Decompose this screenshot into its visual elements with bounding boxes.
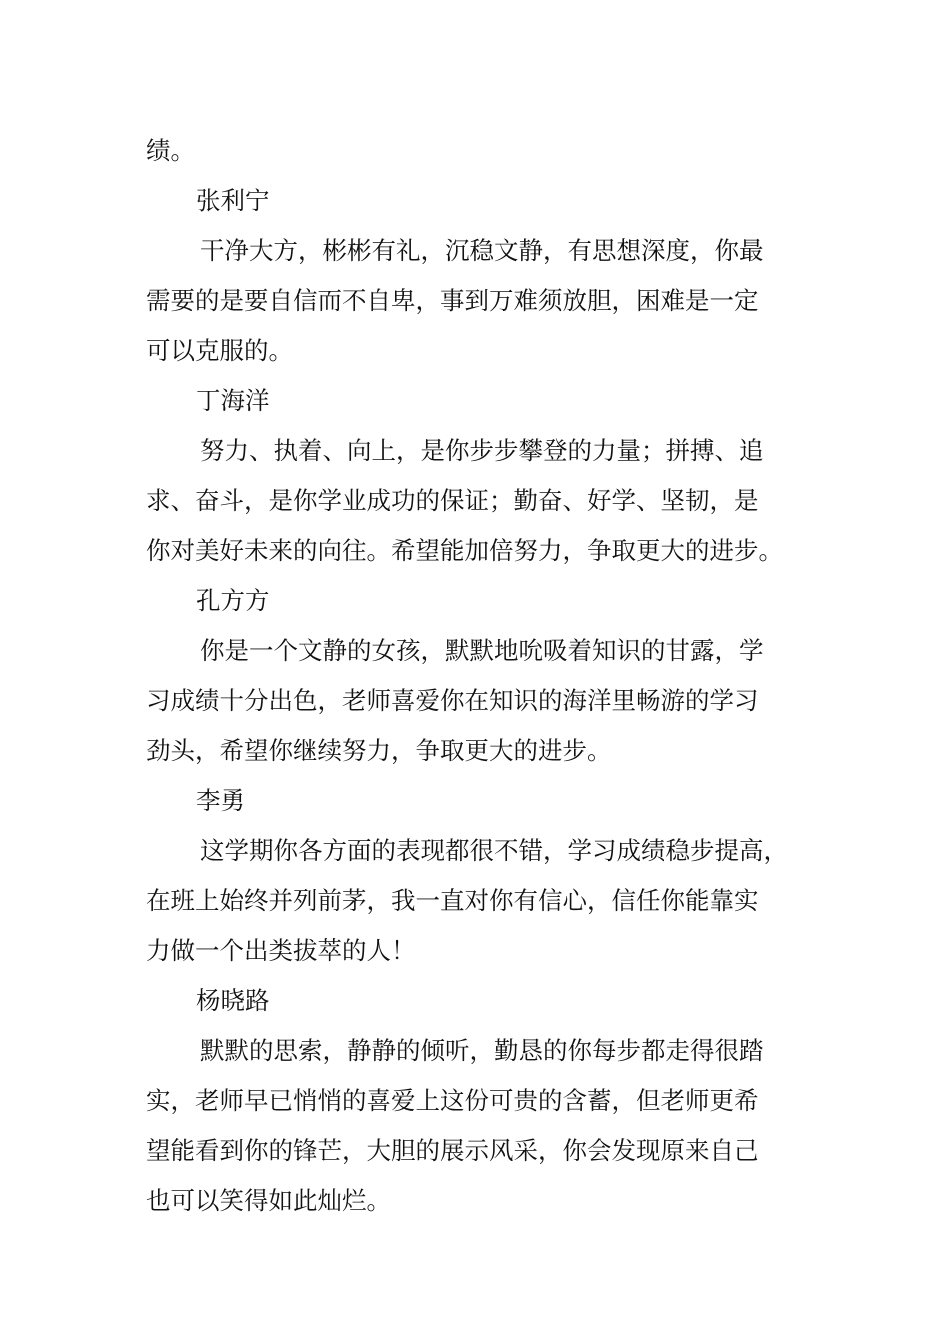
student-name: 丁海洋 — [196, 386, 270, 415]
comment-line: 望能看到你的锋芒，大胆的展示风采，你会发现原来自己 — [146, 1136, 759, 1165]
comment-line: 在班上始终并列前茅，我一直对你有信心，信任你能靠实 — [146, 886, 759, 915]
comment-line: 你是一个文静的女孩，默默地吮吸着知识的甘露，学 — [200, 636, 764, 665]
comment-line: 力做一个出类拔萃的人！ — [146, 936, 416, 965]
comment-line: 这学期你各方面的表现都很不错，学习成绩稳步提高， — [200, 836, 788, 865]
student-name: 李勇 — [196, 786, 245, 815]
comment-line: 可以克服的。 — [146, 336, 293, 365]
comment-line: 求、奋斗，是你学业成功的保证；勤奋、好学、坚韧，是 — [146, 486, 759, 515]
comment-line: 习成绩十分出色，老师喜爱你在知识的海洋里畅游的学习 — [146, 686, 759, 715]
comment-line: 也可以笑得如此灿烂。 — [146, 1186, 391, 1215]
student-name: 张利宁 — [196, 186, 270, 215]
comment-line: 干净大方，彬彬有礼，沉稳文静，有思想深度，你最 — [200, 236, 764, 265]
comment-line: 你对美好未来的向往。希望能加倍努力，争取更大的进步。 — [146, 536, 783, 565]
comment-line: 实，老师早已悄悄的喜爱上这份可贵的含蓄，但老师更希 — [146, 1086, 759, 1115]
student-name: 孔方方 — [196, 586, 270, 615]
student-name: 杨晓路 — [196, 986, 270, 1015]
comment-line: 默默的思索，静静的倾听，勤恳的你每步都走得很踏 — [200, 1036, 764, 1065]
text-line: 绩。 — [146, 136, 195, 165]
comment-line: 努力、执着、向上，是你步步攀登的力量；拼搏、追 — [200, 436, 764, 465]
comment-line: 劲头，希望你继续努力，争取更大的进步。 — [146, 736, 612, 765]
comment-line: 需要的是要自信而不自卑，事到万难须放胆，困难是一定 — [146, 286, 759, 315]
document-body — [146, 126, 826, 1226]
